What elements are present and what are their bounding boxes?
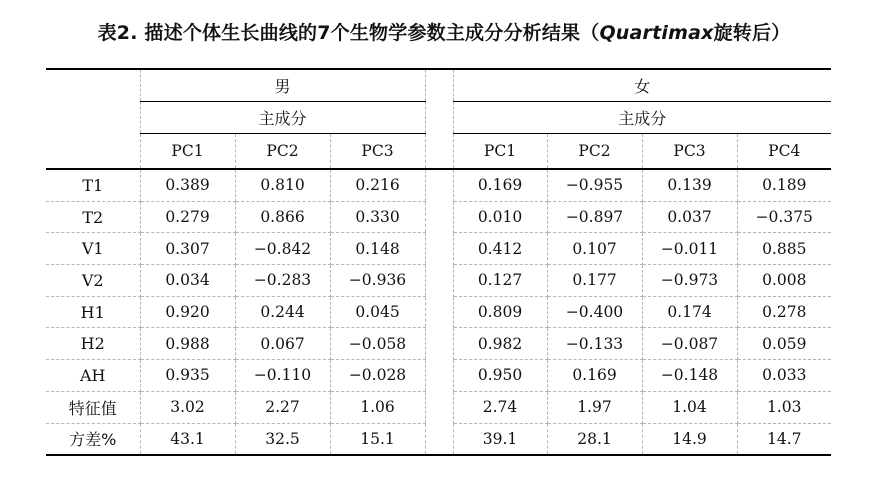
table-cell: 0.412 [453,233,547,265]
table-cell: 43.1 [140,423,235,455]
table-cell: 1.97 [547,391,642,423]
table-cell: 0.982 [453,328,547,360]
table-cell: −0.087 [642,328,737,360]
table-cell: −0.936 [330,265,425,297]
column-header: PC2 [547,134,642,170]
column-header: PC2 [235,134,330,170]
table-row [46,296,831,328]
table-cell: 0.045 [330,296,425,328]
group-gap [425,360,453,392]
table-cell: 0.177 [547,265,642,297]
column-header: PC1 [140,134,235,170]
table-row [46,233,831,265]
table-cell: 0.935 [140,360,235,392]
group-gap [425,391,453,423]
table-cell: 28.1 [547,423,642,455]
table-cell: 0.169 [547,360,642,392]
table-cell: 0.059 [737,328,831,360]
table-cell: −0.028 [330,360,425,392]
group-header-male: 男 [140,69,425,102]
table-cell: 0.810 [235,169,330,201]
subheader-male: 主成分 [140,102,425,134]
table-cell: 0.067 [235,328,330,360]
table-cell: 0.389 [140,169,235,201]
caption-method: Quartimax [599,22,714,44]
group-gap [425,265,453,297]
table-cell: 2.27 [235,391,330,423]
table-cell: −0.955 [547,169,642,201]
table-cell: 0.139 [642,169,737,201]
row-label: V2 [46,265,140,297]
table-cell: −0.375 [737,201,831,233]
table-cell: 1.03 [737,391,831,423]
table-cell: 0.107 [547,233,642,265]
table-row [46,169,831,201]
table-cell: 0.189 [737,169,831,201]
table-cell: 14.9 [642,423,737,455]
table-row [46,360,831,392]
table-cell: 14.7 [737,423,831,455]
group-gap [425,201,453,233]
pca-results-table [46,68,831,456]
corner-cell [46,134,140,170]
table-cell: 0.010 [453,201,547,233]
table-cell: 0.216 [330,169,425,201]
table-cell: 39.1 [453,423,547,455]
table-cell: −0.148 [642,360,737,392]
table-cell: 0.920 [140,296,235,328]
table-cell: 0.034 [140,265,235,297]
table-row [46,391,831,423]
table-cell: −0.110 [235,360,330,392]
table-cell: 0.866 [235,201,330,233]
row-label: H2 [46,328,140,360]
group-gap [425,423,453,455]
table-cell: 0.148 [330,233,425,265]
group-gap [425,134,453,170]
group-gap [425,169,453,201]
table-cell: 0.169 [453,169,547,201]
row-label: H1 [46,296,140,328]
group-header-female: 女 [453,69,831,102]
corner-cell [46,102,140,134]
group-gap [425,328,453,360]
table-cell: −0.058 [330,328,425,360]
corner-cell [46,69,140,102]
group-gap [425,233,453,265]
table-row [46,201,831,233]
column-header: PC4 [768,142,801,160]
table-cell: 0.244 [235,296,330,328]
table-cell: −0.842 [235,233,330,265]
caption-prefix: 表2. 描述个体生长曲线的7个生物学参数主成分分析结果（ [97,22,600,44]
table-cell: 0.988 [140,328,235,360]
table-row [46,328,831,360]
table-cell: −0.973 [642,265,737,297]
table-cell: 0.278 [737,296,831,328]
table-cell: 0.950 [453,360,547,392]
row-label: T2 [46,201,140,233]
table-cell: −0.400 [547,296,642,328]
column-header: PC3 [361,142,394,160]
subheader-female: 主成分 [453,102,831,134]
row-label: 特征值 [46,391,140,423]
table-cell: 15.1 [330,423,425,455]
column-header: PC3 [642,134,737,170]
table-cell: 1.06 [330,391,425,423]
table-cell: −0.133 [547,328,642,360]
group-gap [425,102,453,134]
table-cell: 1.04 [642,391,737,423]
caption-suffix: 旋转后） [713,22,791,44]
table-row [46,423,831,455]
table-cell: 0.330 [330,201,425,233]
row-label: V1 [46,233,140,265]
table-caption [0,18,888,45]
table-cell: 3.02 [140,391,235,423]
row-label: AH [46,360,140,392]
row-label: 方差% [46,423,140,455]
table-cell: 32.5 [235,423,330,455]
table-cell: 0.885 [737,233,831,265]
table-row [46,265,831,297]
table-cell: 0.008 [737,265,831,297]
table-cell: 0.033 [737,360,831,392]
table-cell: 0.037 [642,201,737,233]
table-cell: 0.174 [642,296,737,328]
table-cell: 0.307 [140,233,235,265]
group-gap [425,296,453,328]
group-gap [425,69,453,102]
table-cell: 0.279 [140,201,235,233]
table-cell: 0.809 [453,296,547,328]
table-cell: 0.127 [453,265,547,297]
column-header: PC1 [453,134,547,170]
table-cell: 2.74 [453,391,547,423]
table-cell: −0.897 [547,201,642,233]
row-label: T1 [46,169,140,201]
table-cell: −0.283 [235,265,330,297]
table-cell: −0.011 [642,233,737,265]
